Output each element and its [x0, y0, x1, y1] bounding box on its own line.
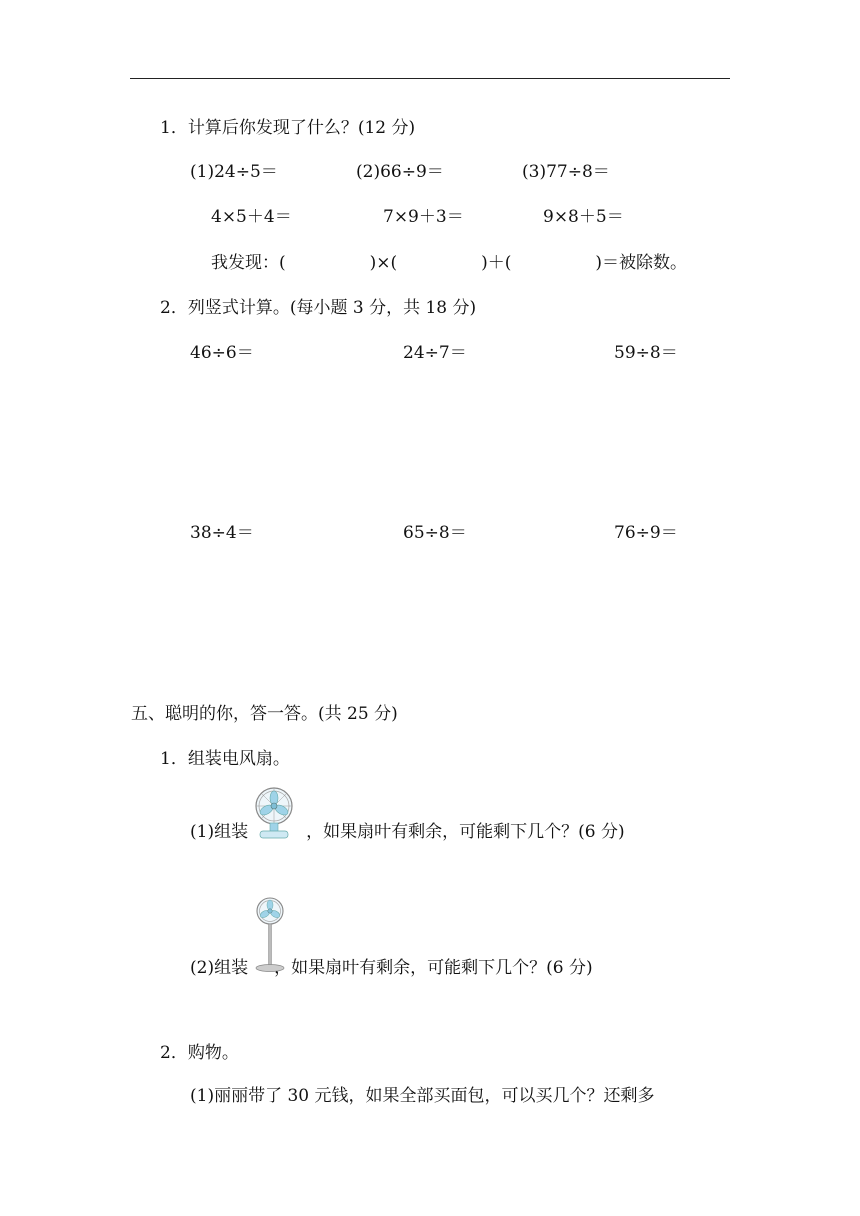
q1-title: 1．计算后你发现了什么？(12 分) [160, 118, 416, 138]
part2-prefix: (2)组装 [190, 958, 249, 978]
section5-title: 五、聪明的你，答一答。(共 25 分) [131, 704, 398, 724]
q1-discover-line [211, 252, 687, 274]
s5-q2-part1: (1)丽丽带了 30 元钱，如果全部买面包，可以买几个？还剩多 [190, 1086, 655, 1106]
s5-q1-title: 1．组装电风扇。 [160, 749, 290, 769]
part2-suffix: ，如果扇叶有剩余，可能剩下几个？(6 分) [274, 958, 593, 978]
q1-problem-1: (1)24÷5＝ [190, 162, 278, 182]
top-rule [130, 78, 730, 79]
discover-times: )×( [369, 253, 398, 273]
q1-problem-2: (2)66÷9＝ [356, 162, 444, 182]
q2-problem-6: 76÷9＝ [614, 523, 678, 543]
discover-plus: )＋( [481, 253, 512, 273]
part1-suffix: ，如果扇叶有剩余，可能剩下几个？(6 分) [306, 822, 625, 842]
q1-check-1: 4×5＋4＝ [211, 207, 292, 227]
q2-title: 2．列竖式计算。(每小题 3 分，共 18 分) [160, 298, 477, 318]
s5-q1-part1 [190, 821, 625, 843]
s5-q2-title: 2．购物。 [160, 1043, 239, 1063]
q1-check-3: 9×8＋5＝ [543, 207, 624, 227]
q1-problem-3: (3)77÷8＝ [522, 162, 610, 182]
discover-suffix: )＝被除数。 [595, 253, 688, 273]
q2-problem-3: 59÷8＝ [614, 343, 678, 363]
q1-check-2: 7×9＋3＝ [383, 207, 464, 227]
discover-prefix: 我发现：( [211, 253, 286, 273]
q2-problem-2: 24÷7＝ [403, 343, 467, 363]
s5-q1-part2 [190, 957, 593, 979]
q2-problem-5: 65÷8＝ [403, 523, 467, 543]
part1-prefix: (1)组装 [190, 822, 249, 842]
q2-problem-4: 38÷4＝ [190, 523, 254, 543]
q2-problem-1: 46÷6＝ [190, 343, 254, 363]
